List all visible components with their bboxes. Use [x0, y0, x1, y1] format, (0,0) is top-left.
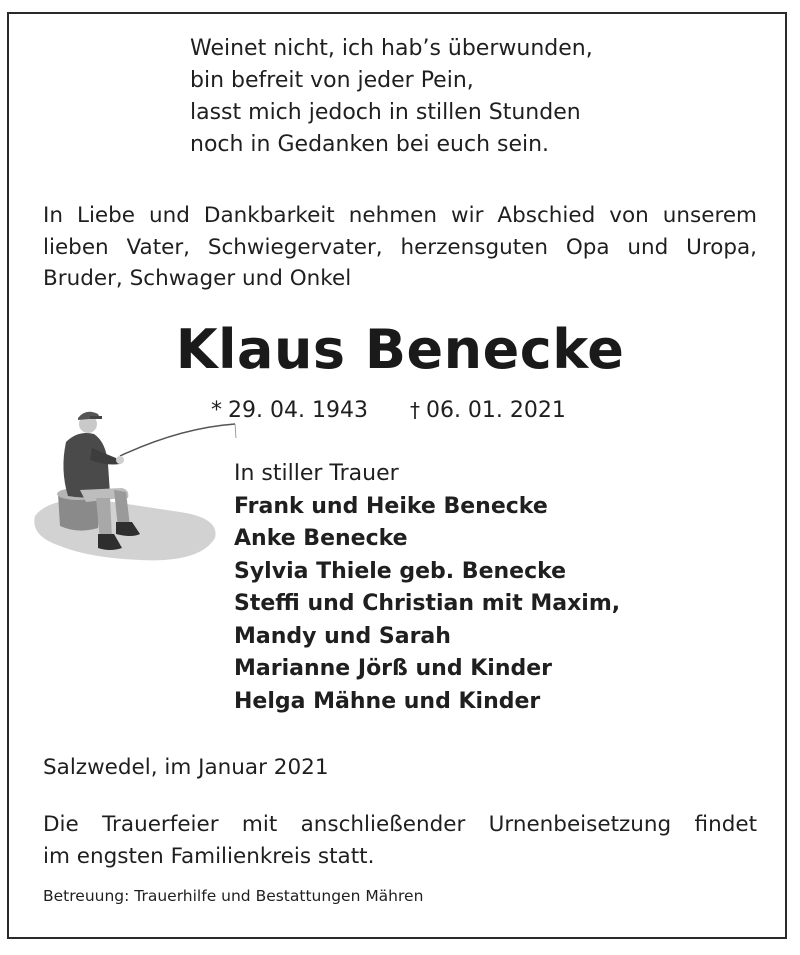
fisherman-illustration	[30, 398, 240, 568]
birth-date: 29. 04. 1943	[228, 398, 368, 423]
poem-line: lasst mich jedoch in stillen Stunden	[190, 100, 581, 125]
life-dates	[211, 398, 566, 423]
mourner-name: Sylvia Thiele geb. Benecke	[234, 558, 567, 584]
poem	[190, 33, 593, 161]
intro-line: lieben Vater, Schwiegervater, herzensguten Opa und Uropa,	[43, 234, 757, 260]
mourner-name: Marianne Jörß und Kinder	[234, 656, 553, 681]
mourners-heading: In stiller Trauer	[234, 461, 399, 486]
intro-line: Bruder, Schwager und Onkel	[43, 266, 352, 291]
mourners-list	[234, 458, 620, 718]
mourner-name: Helga Mähne und Kinder	[234, 688, 541, 714]
deceased-name: Klaus Benecke	[175, 318, 625, 381]
death-date: 06. 01. 2021	[425, 398, 566, 423]
cross-icon: †	[409, 398, 420, 422]
mourner-name: Anke Benecke	[234, 526, 408, 551]
funeral-home-credit: Betreuung: Trauerhilfe und Bestattungen Mähren	[43, 887, 424, 905]
place-date: Salzwedel, im Januar 2021	[43, 755, 329, 780]
poem-line: bin befreit von jeder Pein,	[190, 68, 474, 93]
mourner-name: Frank und Heike Benecke	[234, 493, 548, 519]
intro-text	[43, 200, 757, 295]
mourner-name: Mandy und Sarah	[234, 623, 451, 649]
intro-line: In Liebe und Dankbarkeit nehmen wir Abschied von unserem	[43, 203, 757, 228]
ceremony-line: im engsten Familienkreis statt.	[43, 843, 375, 869]
poem-line: noch in Gedanken bei euch sein.	[190, 132, 550, 157]
mourner-name: Steffi und Christian mit Maxim,	[234, 591, 621, 616]
ceremony-line: Die Trauerfeier mit anschließender Urnenbeisetzung findet	[43, 812, 757, 837]
birth-symbol: *	[211, 398, 222, 423]
ceremony-note	[43, 809, 757, 872]
poem-line: Weinet nicht, ich hab’s überwunden,	[190, 36, 593, 61]
